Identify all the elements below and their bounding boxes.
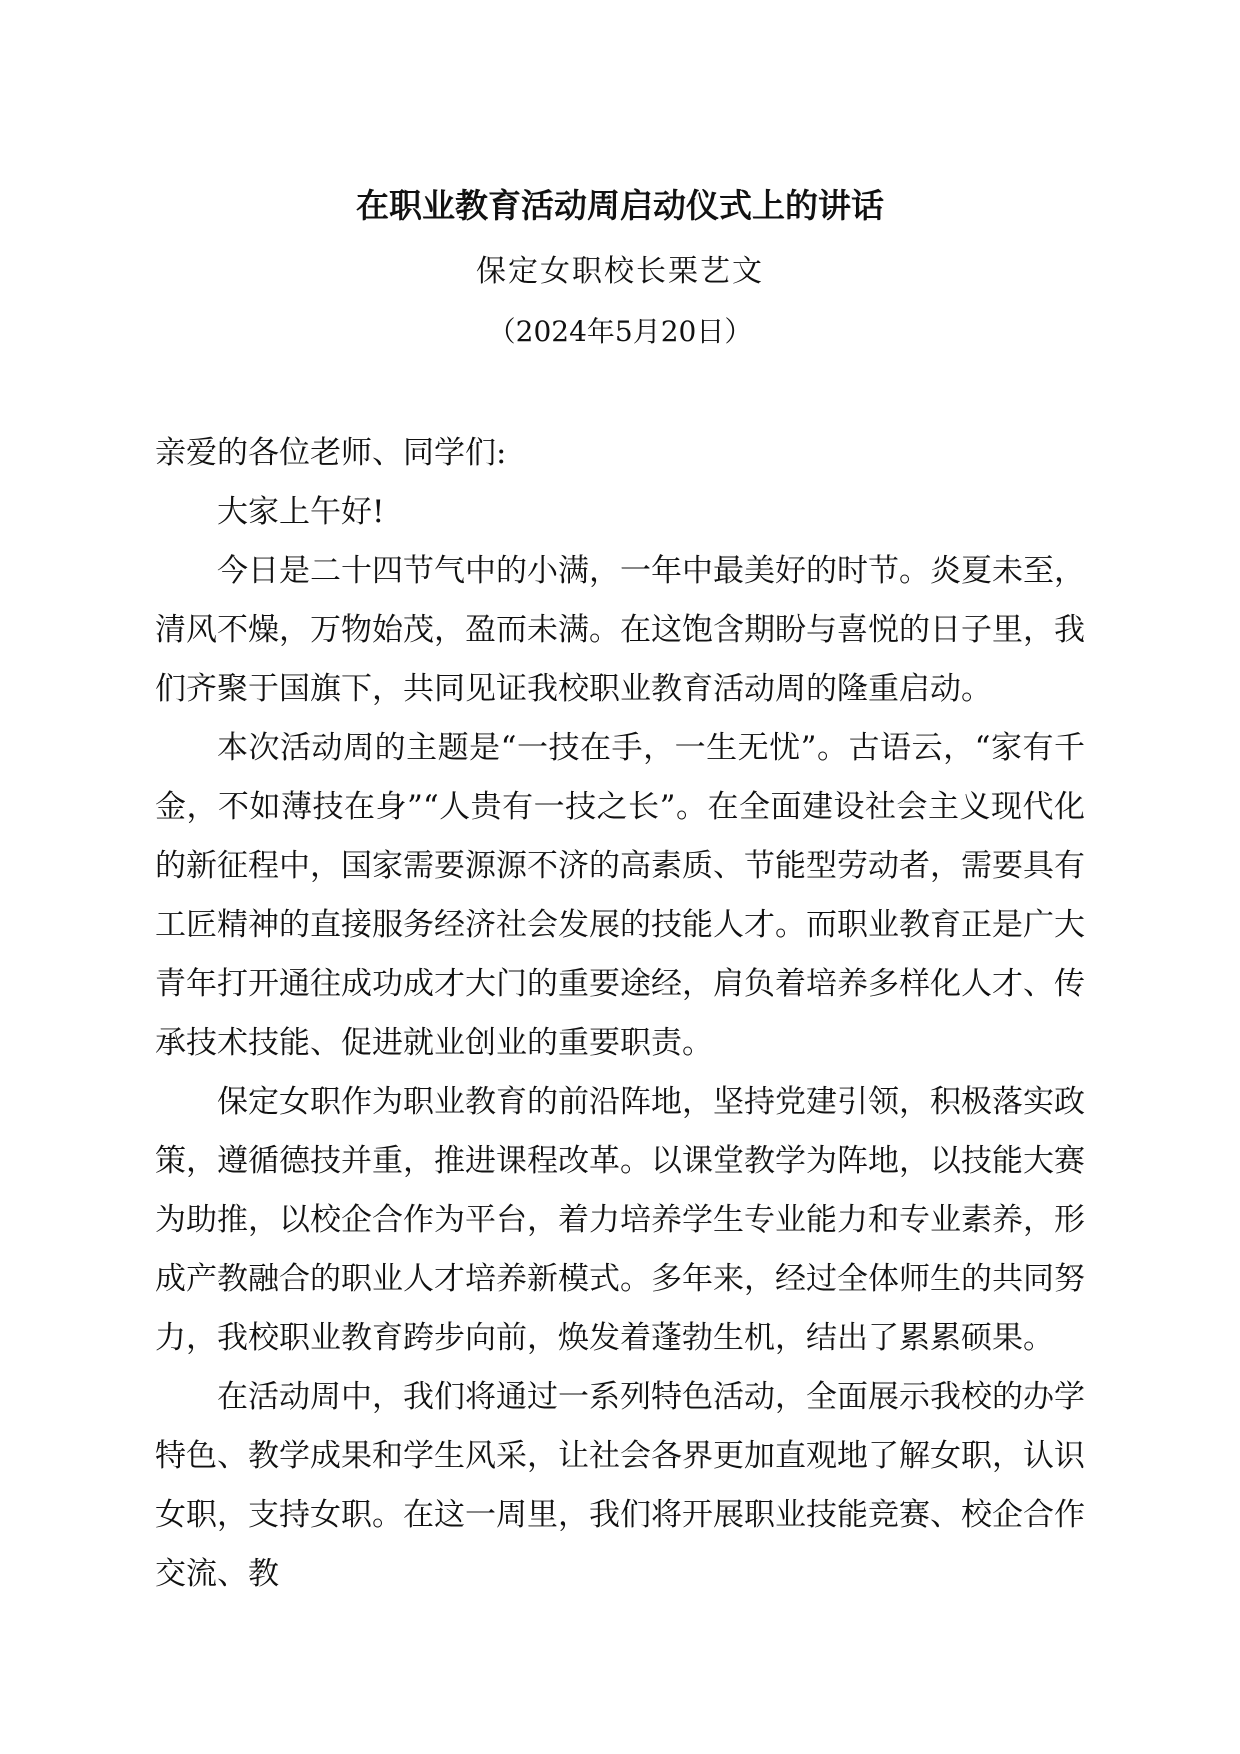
- document-title: 在职业教育活动周启动仪式上的讲话: [356, 186, 884, 225]
- paragraph-1: 今日是二十四节气中的小满，一年中最美好的时节。炎夏未至，清风不燥，万物始茂，盈而未满。在这饱含期盼与喜悦的日子里，我们齐聚于国旗下，共同见证我校职业教育活动周的隆重启动。: [155, 553, 1085, 707]
- greeting: 大家上午好!: [217, 494, 385, 530]
- document-author: 保定女职校长栗艺文: [476, 254, 764, 289]
- paragraph-3: 保定女职作为职业教育的前沿阵地，坚持党建引领，积极落实政策，遵循德技并重，推进课程改革。以课堂教学为阵地，以技能大赛为助推，以校企合作为平台，着力培养学生专业能力和专业素养，形成产教融合的职业人才培养新模式。多年来，经过全体师生的共同努力，我校职业教育跨步向前，焕发着蓬勃生机，结出了累累硕果。: [155, 1084, 1085, 1356]
- paragraph-2: 本次活动周的主题是“一技在手，一生无忧”。古语云，“家有千金，不如薄技在身”“人贵有一技之长”。在全面建设社会主义现代化的新征程中，国家需要源源不济的高素质、节能型劳动者，需要具有工匠精神的直接服务经济社会发展的技能人才。而职业教育正是广大青年打开通往成功成才大门的重要途经，肩负着培养多样化人才、传承技术技能、促进就业创业的重要职责。: [155, 730, 1085, 1061]
- document-body: [155, 424, 1085, 1604]
- salutation: 亲爱的各位老师、同学们:: [155, 435, 507, 471]
- paragraph-4: 在活动周中，我们将通过一系列特色活动，全面展示我校的办学特色、教学成果和学生风采，让社会各界更加直观地了解女职，认识女职，支持女职。在这一周里，我们将开展职业技能竞赛、校企合作交流、教: [155, 1379, 1085, 1592]
- document-date: （2024年5月20日）: [487, 315, 753, 348]
